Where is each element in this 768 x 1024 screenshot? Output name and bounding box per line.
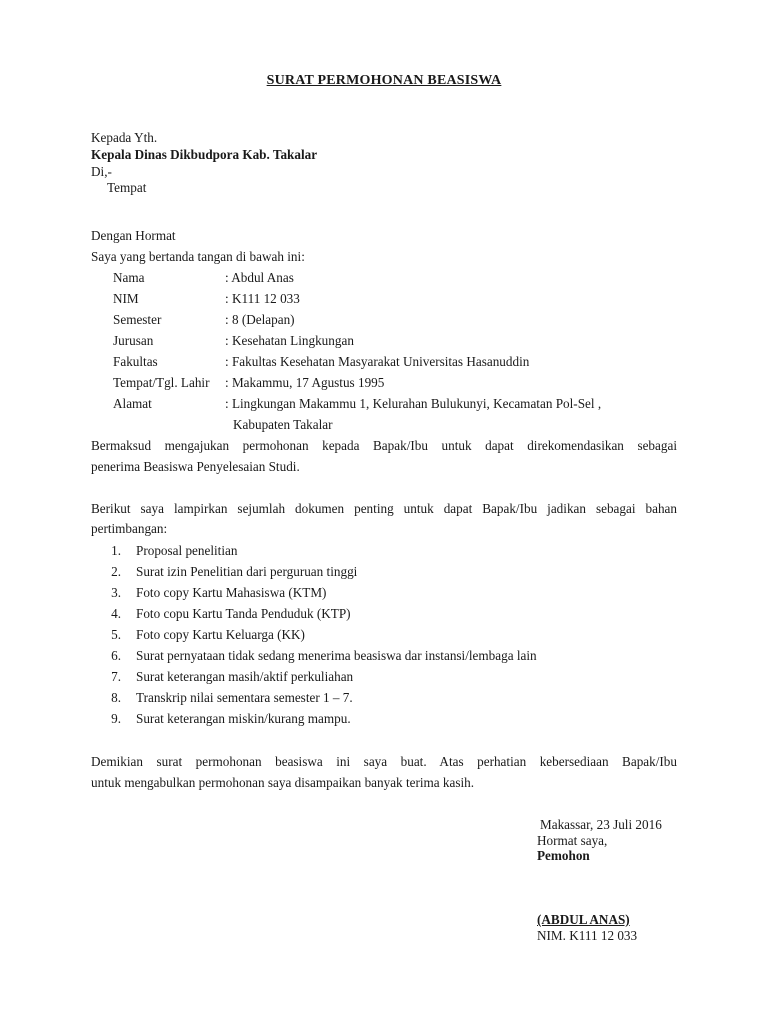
- list-number: 1.: [111, 543, 121, 558]
- recipient-name: Kepala Dinas Dikbudpora Kab. Takalar: [91, 147, 318, 162]
- regards: Hormat saya,: [537, 833, 608, 848]
- intro-text: Saya yang bertanda tangan di bawah ini:: [91, 249, 305, 264]
- recipient-place: Tempat: [107, 180, 147, 195]
- list-item: Surat pernyataan tidak sedang menerima beasiswa dar instansi/lembaga lain: [136, 648, 537, 663]
- attachments-intro-line-2: pertimbangan:: [91, 521, 168, 536]
- list-item: Surat izin Penelitian dari perguruan tinggi: [136, 564, 358, 579]
- list-number: 3.: [111, 585, 121, 600]
- identity-label: Tempat/Tgl. Lahir: [113, 375, 210, 390]
- identity-label: Fakultas: [113, 354, 158, 369]
- identity-label: Semester: [113, 312, 162, 327]
- identity-value: : Makammu, 17 Agustus 1995: [225, 375, 385, 390]
- identity-label: Nama: [113, 270, 145, 285]
- purpose-line-1: Bermaksud mengajukan permohonan kepada Bapak/Ibu untuk dapat direkomendasikan sebagai: [91, 438, 677, 453]
- list-item: Foto copy Kartu Mahasiswa (KTM): [136, 585, 327, 600]
- list-item: Surat keterangan masih/aktif perkuliahan: [136, 669, 354, 684]
- signer-nim: NIM. K111 12 033: [537, 928, 638, 943]
- identity-value: : 8 (Delapan): [225, 312, 295, 327]
- letter-title: SURAT PERMOHONAN BEASISWA: [266, 73, 502, 88]
- identity-value: : Lingkungan Makammu 1, Kelurahan Bulukunyi, Kecamatan Pol-Sel ,: [225, 396, 602, 411]
- list-number: 9.: [111, 711, 121, 726]
- closing-line-1: Demikian surat permohonan beasiswa ini saya buat. Atas perhatian kebersediaan Bapak/Ibu: [91, 754, 677, 769]
- signer-name: (ABDUL ANAS): [537, 912, 630, 927]
- recipient-salutation: Kepada Yth.: [91, 130, 158, 145]
- greeting: Dengan Hormat: [91, 228, 176, 243]
- attachments-intro-line-1: Berikut saya lampirkan sejumlah dokumen penting untuk dapat Bapak/Ibu jadikan sebagai bahan: [91, 501, 677, 516]
- list-item: Surat keterangan miskin/kurang mampu.: [136, 711, 351, 726]
- identity-value: : Fakultas Kesehatan Masyarakat Universitas Hasanuddin: [225, 354, 530, 369]
- identity-value: : Abdul Anas: [225, 270, 294, 285]
- closing-line-2: untuk mengabulkan permohonan saya disampaikan banyak terima kasih.: [91, 775, 475, 790]
- signer-role: Pemohon: [537, 848, 590, 863]
- list-item: Proposal penelitian: [136, 543, 238, 558]
- identity-value: : Kesehatan Lingkungan: [225, 333, 354, 348]
- list-item: Foto copu Kartu Tanda Penduduk (KTP): [136, 606, 351, 621]
- list-number: 2.: [111, 564, 121, 579]
- list-number: 6.: [111, 648, 121, 663]
- identity-value-continued: Kabupaten Takalar: [233, 417, 333, 432]
- list-item: Foto copy Kartu Keluarga (KK): [136, 627, 305, 642]
- list-number: 5.: [111, 627, 121, 642]
- list-number: 8.: [111, 690, 121, 705]
- identity-label: Alamat: [113, 396, 152, 411]
- list-item: Transkrip nilai sementara semester 1 – 7.: [136, 690, 353, 705]
- identity-label: Jurusan: [113, 333, 154, 348]
- purpose-line-2: penerima Beasiswa Penyelesaian Studi.: [91, 459, 300, 474]
- list-number: 4.: [111, 606, 121, 621]
- list-number: 7.: [111, 669, 121, 684]
- identity-label: NIM: [113, 291, 139, 306]
- place-date: Makassar, 23 Juli 2016: [540, 817, 662, 832]
- identity-value: : K111 12 033: [225, 291, 300, 306]
- recipient-di: Di,-: [91, 164, 112, 179]
